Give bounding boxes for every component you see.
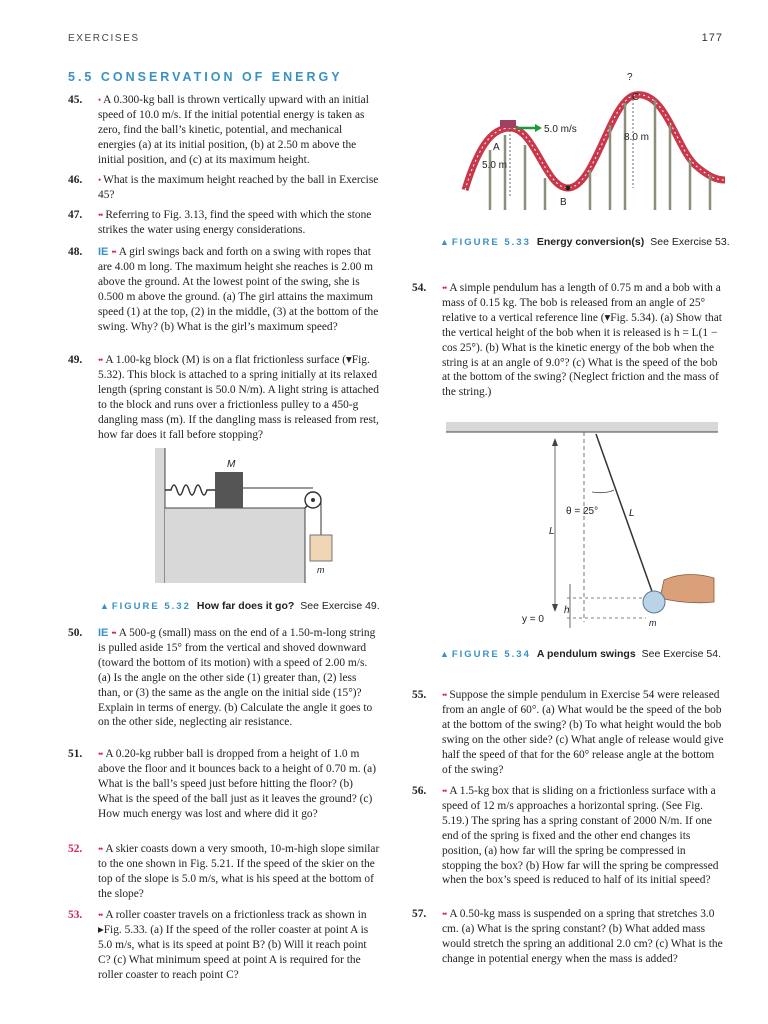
- string-length-label: L: [629, 508, 635, 519]
- exercise-number: 52.: [68, 843, 83, 855]
- height-c-label: 8.0 m: [624, 132, 650, 143]
- block-label: M: [227, 459, 236, 470]
- exercise-text: A 1.5-kg box that is sliding on a frictionless surface with a speed of 12 m/s approaches a horizontal spring. (See Fig. 5.19.) The spring has a spring constant of 2000 N/m. If one end of the spring is fixed and the other end changes its position, (a) how far will the spring be compressed in stopping the box? (b) How far will the spring be compressed when the box’s speed is reduced to half of its initial speed?: [442, 785, 719, 887]
- ceiling: [446, 422, 718, 432]
- spring-icon: [165, 485, 217, 495]
- difficulty-dots: ••: [442, 786, 447, 796]
- difficulty-dots: ••: [111, 628, 116, 638]
- exercise-number: 47.: [68, 209, 83, 221]
- difficulty-dots: ••: [98, 749, 103, 759]
- exercise-text: What is the maximum height reached by the ball in Exercise 45?: [98, 174, 379, 201]
- figure-reference: See Exercise 49.: [300, 600, 380, 612]
- exercise-number: 49.: [68, 354, 83, 366]
- difficulty-dots: •: [98, 95, 101, 105]
- figure-5-32-caption: [100, 600, 380, 612]
- exercise-number: 54.: [412, 282, 427, 294]
- exercise-53: [68, 908, 380, 983]
- point-a-label: A: [493, 142, 500, 153]
- length-label: L: [549, 526, 555, 537]
- exercise-56: [412, 784, 724, 888]
- mass-label: m: [317, 565, 325, 575]
- exercise-number: 55.: [412, 689, 427, 701]
- exercise-52: [68, 842, 380, 902]
- figure-5-34-diagram: [446, 422, 718, 630]
- exercise-number: 57.: [412, 908, 427, 920]
- figure-5-33-caption: [440, 236, 730, 248]
- exercise-text: A 500-g (small) mass on the end of a 1.50-m-long string is pulled aside 15° from the vertical and shoved downward (toward the bottom of its motion) with a speed of 2.00 m/s. (a) Is the angle on the other side (1) greater than, (2) less than, or (3) the same as the angle on the initial side (15°)? Explain in terms of energy. (b) Calculate the angle it goes to on the other side, neglecting air resistance.: [98, 627, 376, 729]
- running-title: EXERCISES: [68, 33, 140, 44]
- exercise-text: A simple pendulum has a length of 0.75 m and a bob with a mass of 0.15 kg. The bob is released from an angle of 25° relative to a vertical reference line (▾Fig. 5.34). (a) Show that the vertical height of the bob when it is released is h = L(1 − cos 25°). (b) What is the kinetic energy of the bob when the string is at an angle of 9.0°? (c) What is the speed of the bob at the bottom of the swing? (Neglect friction and the mass of the string.): [442, 282, 722, 399]
- exercise-number: 53.: [68, 909, 83, 921]
- difficulty-dots: ••: [442, 690, 447, 700]
- figure-5-34-caption: [440, 648, 721, 660]
- exercise-49: [68, 353, 380, 442]
- angle-label: θ = 25°: [566, 506, 599, 517]
- section-title: 5.5 CONSERVATION OF ENERGY: [68, 70, 343, 84]
- block-M: [215, 472, 243, 508]
- exercise-text: A 0.20-kg rubber ball is dropped from a height of 1.0 m above the floor and it bounces back to a height of 0.70 m. (a) What is the ball’s speed just before hitting the floor? (b) What is the speed of the ball just as it leaves the ground? (c) How much energy was lost and where did it go?: [98, 748, 377, 820]
- table: [165, 508, 305, 583]
- page-number: 177: [701, 32, 723, 44]
- exercise-text: A roller coaster travels on a frictionless track as shown in ▸Fig. 5.33. (a) If the speed of the roller coaster at point A is 5.0 m/s, what is its speed at point B? (b) Will it reach point C? (c) What minimum speed at point A is required for the roller coaster to reach point C?: [98, 909, 369, 981]
- exercise-text: A 0.300-kg ball is thrown vertically upward with an initial speed of 10.0 m/s. If the initial potential energy is taken as zero, find the ball’s kinetic, potential, and mechanical energies (a) at its initial position, (b) at 2.50 m above the initial position, and (c) at its maximum height.: [98, 94, 369, 166]
- exercise-number: 45.: [68, 94, 83, 106]
- difficulty-dots: ••: [442, 909, 447, 919]
- exercise-text: Referring to Fig. 3.13, find the speed with which the stone strikes the water using energy considerations.: [98, 209, 372, 236]
- difficulty-dots: ••: [98, 355, 103, 365]
- exercise-50: [68, 626, 380, 730]
- hanging-mass-m: [310, 535, 332, 561]
- exercise-48: [68, 245, 380, 334]
- triangle-marker-icon: ▲: [100, 601, 109, 611]
- figure-5-32-diagram: [155, 448, 375, 583]
- difficulty-dots: ••: [98, 210, 103, 220]
- wall: [155, 448, 165, 583]
- height-a-label: 5.0 m: [482, 160, 508, 171]
- exercise-57: [412, 907, 724, 967]
- figure-title: Energy conversion(s): [536, 236, 645, 248]
- figure-title: How far does it go?: [196, 600, 295, 612]
- exercise-text: A 1.00-kg block (M) is on a flat frictionless surface (▾Fig. 5.32). This block is attached to a spring initially at its relaxed length (spring constant is 50.0 N/m). A light string is attached to the block and runs over a frictionless pulley to a 450-g dangling mass (m). If the dangling mass is released from rest, how far does it fall before stopping?: [98, 354, 379, 441]
- point-b-label: B: [560, 197, 567, 208]
- pendulum-string: [596, 434, 654, 597]
- figure-5-33-diagram: [460, 70, 730, 215]
- exercise-number: 56.: [412, 785, 427, 797]
- integrated-exercise-tag: IE: [98, 627, 109, 639]
- exercise-47: [68, 208, 380, 238]
- integrated-exercise-tag: IE: [98, 246, 109, 258]
- exercise-number: 51.: [68, 748, 83, 760]
- figure-label: FIGURE 5.34: [451, 649, 531, 660]
- question-mark-label: ?: [627, 72, 633, 83]
- exercise-45: [68, 93, 380, 168]
- exercise-46: [68, 173, 380, 203]
- figure-reference: See Exercise 54.: [641, 648, 722, 660]
- difficulty-dots: ••: [442, 283, 447, 293]
- bob-mass-label: m: [649, 618, 657, 628]
- difficulty-dots: ••: [98, 844, 103, 854]
- exercise-number: 48.: [68, 246, 83, 258]
- figure-label: FIGURE 5.32: [111, 601, 191, 612]
- pendulum-bob: [643, 591, 665, 613]
- exercise-number: 50.: [68, 627, 83, 639]
- triangle-marker-icon: ▲: [440, 649, 449, 659]
- figure-label: FIGURE 5.33: [451, 237, 531, 248]
- figure-reference: See Exercise 53.: [650, 236, 730, 248]
- point-c-label: C: [632, 92, 640, 103]
- exercise-51: [68, 747, 380, 822]
- difficulty-dots: ••: [111, 247, 116, 257]
- speed-label: 5.0 m/s: [544, 124, 577, 135]
- hand-icon: [660, 575, 714, 603]
- height-label: h: [564, 605, 570, 616]
- coaster-car: [500, 120, 516, 128]
- triangle-marker-icon: ▲: [440, 237, 449, 247]
- exercise-55: [412, 688, 724, 777]
- figure-title: A pendulum swings: [536, 648, 636, 660]
- difficulty-dots: •: [98, 175, 101, 185]
- exercise-number: 46.: [68, 174, 83, 186]
- exercise-text: Suppose the simple pendulum in Exercise 54 were released from an angle of 60°. (a) What would be the speed of the bob at the bottom of the swing? (b) To what height would the bob swing on the other side? (c) What angle of release would give half the speed of that for the 60° release angle at the bottom of the swing?: [442, 689, 724, 776]
- exercise-text: A skier coasts down a very smooth, 10-m-high slope similar to the one shown in Fig. 5.21. If the speed of the skier on the top of the slope is 5.0 m/s, what is his speed at the bottom of the slope?: [98, 843, 380, 900]
- difficulty-dots: ••: [98, 910, 103, 920]
- exercise-54: [412, 281, 724, 400]
- reference-line-label: y = 0: [522, 614, 544, 625]
- exercise-text: A 0.50-kg mass is suspended on a spring that stretches 3.0 cm. (a) What is the spring constant? (b) What added mass would stretch the spring an additional 2.0 cm? (c) What is the change in potential energy when the mass is added?: [442, 908, 723, 965]
- exercise-text: A girl swings back and forth on a swing with ropes that are 4.00 m long. The maximum height she reaches is 2.00 m above the ground. At the lowest point of the swing, she is 0.500 m above the ground. (a) The girl attains the maximum speed (1) at the top, (2) in the middle, (3) at the bottom of the swing. Why? (b) What is the girl’s maximum speed?: [98, 246, 379, 333]
